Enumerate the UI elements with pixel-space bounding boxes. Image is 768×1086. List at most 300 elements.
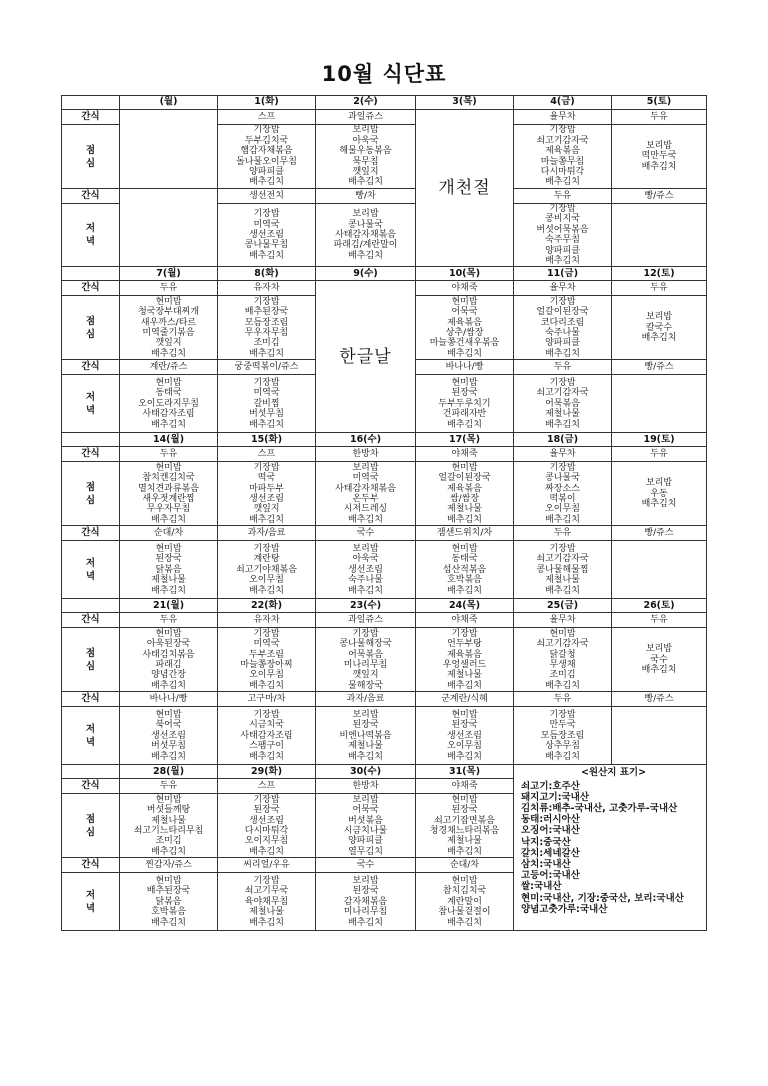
dinner-label: [62, 541, 120, 599]
snack-cell: 잼샌드위치/차: [416, 526, 514, 541]
menu-item: 짜장소스: [545, 483, 580, 494]
corner-cell: [62, 599, 120, 613]
menu-item: 현미밥: [155, 875, 182, 886]
day-header: 7(월): [120, 267, 218, 281]
origin-line: 현미:국내산, 기장:중국산, 보리:국내산: [521, 892, 684, 904]
snack-cell: 국수: [316, 526, 416, 541]
snack-cell: 빵/쥬스: [612, 360, 707, 375]
dinner-label-char: 저: [85, 223, 96, 235]
menu-item: 콩나물국: [348, 219, 383, 230]
day-header: (월): [120, 96, 218, 110]
menu-item: 버섯무침: [249, 409, 284, 420]
menu-item: 생선조림: [249, 493, 284, 504]
day-header: 11(금): [514, 267, 612, 281]
menu-item: 현미밥: [451, 543, 478, 554]
menu-item: 현미밥: [451, 377, 478, 388]
menu-item: 다시마튀각: [540, 166, 585, 177]
snack-label: 간식: [62, 526, 120, 541]
snack-cell: 두유: [612, 110, 707, 125]
menu-item: 아욱된장국: [146, 639, 191, 650]
menu-item: 버섯볶음: [348, 815, 383, 826]
menu-item: 된장국: [451, 805, 478, 816]
dinner-label: [62, 873, 120, 931]
menu-item: 보리밥: [645, 644, 673, 655]
day-header: 29(화): [218, 765, 316, 779]
menu-item: 깻잎지: [352, 670, 379, 681]
menu-item: 배추김치: [348, 751, 383, 762]
lunch-cell: [612, 125, 707, 189]
menu-item: 배추김치: [348, 917, 383, 928]
menu-item: 기장밥: [451, 628, 478, 639]
snack-cell: 과자/음료: [218, 526, 316, 541]
lunch-label-char: 점: [85, 813, 96, 825]
dinner-label-char: 저: [85, 557, 96, 569]
day-header: 16(수): [316, 433, 416, 447]
dinner-cell: [416, 707, 514, 765]
holiday-cell: 개천절: [416, 110, 514, 267]
day-header: 12(토): [612, 267, 707, 281]
menu-item: 미역국: [253, 639, 280, 650]
lunch-label: [62, 462, 120, 526]
menu-item: 배추김치: [249, 177, 284, 188]
menu-item: 기장밥: [253, 628, 280, 639]
snack-cell: 스프: [218, 779, 316, 794]
menu-item: 된장국: [352, 886, 379, 897]
menu-item: 칼국수: [645, 322, 673, 333]
menu-item: 어묵볶음: [545, 398, 580, 409]
menu-item: 스팸구이: [249, 741, 284, 752]
snack-cell: 바나나/빵: [120, 692, 218, 707]
lunch-cell: [120, 794, 218, 858]
menu-item: 현미밥: [451, 794, 478, 805]
menu-item: 기장밥: [549, 462, 576, 473]
menu-item: 양파피클: [545, 338, 580, 349]
dinner-cell: [612, 541, 707, 599]
corner-cell: [62, 433, 120, 447]
menu-item: 두부조림: [249, 649, 284, 660]
snack-cell: 두유: [120, 281, 218, 296]
snack-cell: 순대/차: [416, 858, 514, 873]
menu-item: 숙주나물: [545, 327, 580, 338]
origin-line: 쌀:국내산: [521, 881, 562, 893]
dinner-label-char: 녁: [85, 570, 96, 582]
corner-cell: [62, 765, 120, 779]
menu-item: 기장밥: [253, 709, 280, 720]
snack-cell: 한방차: [316, 779, 416, 794]
menu-item: 쇠고기느타리무침: [133, 825, 204, 836]
menu-item: 무우자무침: [146, 504, 191, 515]
snack-label: 간식: [62, 281, 120, 296]
menu-item: 배추김치: [249, 917, 284, 928]
menu-item: 숙주나물: [348, 575, 383, 586]
dinner-cell: [416, 873, 514, 931]
snack-cell: 한방차: [316, 447, 416, 462]
snack-cell: 야채죽: [416, 447, 514, 462]
lunch-cell: [416, 296, 514, 360]
menu-item: 배추김치: [249, 348, 284, 359]
menu-item: 기장밥: [253, 543, 280, 554]
dinner-cell: [612, 375, 707, 433]
menu-item: 배추김치: [447, 917, 482, 928]
menu-item: 생선조림: [151, 730, 186, 741]
menu-item: 미역줄기볶음: [142, 327, 195, 338]
origin-line: 고등어:국내산: [521, 870, 580, 882]
dinner-cell: [120, 375, 218, 433]
menu-item: 생선조림: [249, 815, 284, 826]
menu-item: 제철나물: [348, 741, 383, 752]
lunch-label-char: 심: [85, 660, 96, 672]
menu-item: 배추김치: [545, 514, 580, 525]
lunch-cell: [514, 296, 612, 360]
menu-item: 배추김치: [249, 846, 284, 857]
menu-item: 배추김치: [348, 250, 383, 261]
snack-cell: 두유: [120, 447, 218, 462]
day-header: 24(목): [416, 599, 514, 613]
menu-item: 기장밥: [549, 125, 576, 136]
snack-cell: 스프: [218, 110, 316, 125]
lunch-cell: [316, 125, 416, 189]
lunch-cell: [120, 296, 218, 360]
menu-item: 떡국: [257, 473, 276, 484]
menu-item: 배추김치: [249, 680, 284, 691]
menu-item: 동태국: [155, 388, 182, 399]
snack-label: 간식: [62, 447, 120, 462]
menu-item: 생선조림: [447, 730, 482, 741]
corner-cell: [62, 267, 120, 281]
menu-item: 기장밥: [253, 794, 280, 805]
menu-item: 기장밥: [253, 462, 280, 473]
day-header: 8(화): [218, 267, 316, 281]
dinner-label: [62, 204, 120, 267]
lunch-cell: [514, 628, 612, 692]
menu-item: 깻잎지: [352, 166, 379, 177]
menu-item: 버섯무침: [151, 741, 186, 752]
menu-item: 기장밥: [549, 296, 576, 307]
menu-item: 배추김치: [249, 419, 284, 430]
menu-item: 만두국: [549, 720, 576, 731]
menu-item: 배추김치: [545, 177, 580, 188]
dinner-label-char: 녁: [85, 404, 96, 416]
menu-item: 쌈/쌈장: [449, 493, 480, 504]
menu-item: 보리밥: [645, 312, 673, 323]
snack-cell: 야채죽: [416, 779, 514, 794]
lunch-cell: [316, 462, 416, 526]
menu-item: 쇠고기감자국: [536, 388, 589, 399]
menu-item: 오이도라지무침: [138, 398, 199, 409]
menu-item: 다시마튀각: [244, 825, 289, 836]
menu-item: 쇠고기잡면볶음: [434, 815, 495, 826]
menu-item: 무우자무침: [244, 327, 289, 338]
lunch-cell: [120, 462, 218, 526]
menu-item: 새우젓계란찜: [142, 493, 195, 504]
lunch-cell: [218, 628, 316, 692]
menu-item: 기장밥: [253, 209, 280, 220]
menu-item: 사태김치볶음: [142, 649, 195, 660]
menu-item: 떡만두국: [641, 151, 677, 162]
lunch-cell: [612, 628, 707, 692]
menu-item: 배추김치: [249, 514, 284, 525]
lunch-label: [62, 794, 120, 858]
menu-item: 기장밥: [253, 377, 280, 388]
menu-item: 쇠고기감자국: [536, 554, 589, 565]
menu-item: 마파두부: [249, 483, 284, 494]
snack-cell: 두유: [612, 281, 707, 296]
origin-line: 낙지:중국산: [521, 836, 571, 848]
dinner-label-char: 녁: [85, 902, 96, 914]
snack-cell: 찐감자/쥬스: [120, 858, 218, 873]
menu-item: 모듬장조림: [244, 317, 289, 328]
dinner-cell: [120, 873, 218, 931]
dinner-cell: [218, 873, 316, 931]
menu-item: 기장밥: [253, 296, 280, 307]
menu-item: 조미김: [253, 338, 280, 349]
dinner-cell: [612, 204, 707, 267]
menu-item: 생선조림: [249, 230, 284, 241]
menu-item: 배추김치: [641, 161, 677, 172]
menu-item: 배추김치: [348, 514, 383, 525]
lunch-cell: [416, 462, 514, 526]
dinner-cell: [218, 204, 316, 267]
menu-item: 계란말이: [447, 896, 482, 907]
menu-item: 미나리무침: [343, 907, 388, 918]
menu-item: 보리밥: [645, 478, 673, 489]
menu-item: 배추김치: [151, 846, 186, 857]
menu-item: 제육볶음: [447, 649, 482, 660]
lunch-cell: [316, 628, 416, 692]
menu-item: 두부두루치기: [438, 398, 491, 409]
menu-item: 배추김치: [348, 585, 383, 596]
menu-item: 코다리조림: [540, 317, 585, 328]
menu-item: 갈비찜: [253, 398, 280, 409]
lunch-cell: [316, 794, 416, 858]
origin-line: 양념고춧가루:국내산: [521, 903, 608, 915]
holiday-cell: 한글날: [316, 281, 416, 433]
menu-item: 돌나물오이무침: [236, 156, 297, 167]
menu-item: 제철나물: [151, 815, 186, 826]
menu-item: 오이무침: [447, 741, 482, 752]
dinner-cell: [514, 204, 612, 267]
snack-cell: 과일쥬스: [316, 613, 416, 628]
day-header: 17(목): [416, 433, 514, 447]
menu-item: 기장밥: [253, 125, 280, 136]
origin-title: <원산지 표기>: [580, 767, 647, 779]
menu-item: 배추김치: [545, 680, 580, 691]
corner-cell: [62, 96, 120, 110]
lunch-label-char: 심: [85, 328, 96, 340]
snack-cell: 두유: [514, 189, 612, 204]
menu-item: 콩나물국: [545, 473, 580, 484]
menu-item: 오이무침: [545, 504, 580, 515]
menu-item: 사태감자채볶음: [335, 483, 396, 494]
menu-item: 양파피클: [249, 166, 284, 177]
day-header: 15(화): [218, 433, 316, 447]
menu-item: 현미밥: [451, 709, 478, 720]
menu-item: 닭볶음: [155, 896, 182, 907]
day-header: 10(목): [416, 267, 514, 281]
snack-cell: 율무차: [514, 613, 612, 628]
menu-item: 배추김치: [151, 585, 186, 596]
menu-item: 상추/쌈장: [445, 327, 484, 338]
snack-cell: 과자/음료: [316, 692, 416, 707]
snack-cell: 빵/쥬스: [612, 189, 707, 204]
dinner-cell: [218, 707, 316, 765]
menu-item: 쇠고기감자국: [536, 639, 589, 650]
menu-item: 된장국: [352, 720, 379, 731]
menu-item: 국수: [650, 654, 668, 665]
day-header: 18(금): [514, 433, 612, 447]
day-header: 9(수): [316, 267, 416, 281]
menu-item: 제육볶음: [545, 146, 580, 157]
menu-item: 열무김치: [348, 846, 383, 857]
menu-item: 배추김치: [348, 177, 383, 188]
lunch-cell: [612, 462, 707, 526]
menu-item: 닭갈청: [549, 649, 576, 660]
menu-item: 우엉샐러드: [442, 659, 487, 670]
dinner-cell: [316, 541, 416, 599]
menu-item: 현미밥: [155, 462, 182, 473]
menu-item: 배추김치: [447, 585, 482, 596]
menu-item: 양파피클: [348, 836, 383, 847]
snack-label: 간식: [62, 858, 120, 873]
snack-label: 간식: [62, 189, 120, 204]
day-header: 19(토): [612, 433, 707, 447]
snack-cell: 빵/쥬스: [612, 526, 707, 541]
menu-item: 보리밥: [352, 709, 379, 720]
menu-item: 사태감자조림: [240, 730, 293, 741]
menu-item: 된장국: [253, 805, 280, 816]
snack-cell: 두유: [514, 692, 612, 707]
menu-item: 호박볶음: [447, 575, 482, 586]
day-header: 23(수): [316, 599, 416, 613]
menu-item: 시금치나물: [343, 825, 388, 836]
snack-cell: 스프: [218, 447, 316, 462]
menu-item: 마늘쫑건새우볶음: [429, 338, 500, 349]
menu-item: 보리밥: [645, 140, 673, 151]
menu-item: 얼갈이된장국: [536, 307, 589, 318]
menu-item: 된장국: [155, 554, 182, 565]
menu-item: 배추김치: [249, 250, 284, 261]
lunch-cell: [514, 125, 612, 189]
dinner-cell: [416, 375, 514, 433]
day-header: 3(목): [416, 96, 514, 110]
dinner-label-char: 저: [85, 889, 96, 901]
menu-item: 배추김치: [641, 499, 677, 510]
snack-cell: 과일쥬스: [316, 110, 416, 125]
lunch-label: [62, 628, 120, 692]
menu-item: 기장밥: [549, 377, 576, 388]
menu-item: 배추김치: [447, 419, 482, 430]
menu-item: 배추김치: [545, 348, 580, 359]
menu-item: 콩나물무침: [244, 240, 289, 251]
menu-item: 보리밥: [352, 794, 379, 805]
day-header: 22(화): [218, 599, 316, 613]
menu-table: [61, 95, 707, 931]
menu-item: 기장밥: [549, 709, 576, 720]
dinner-label-char: 녁: [85, 736, 96, 748]
menu-item: 배추김치: [151, 514, 186, 525]
snack-cell: 두유: [514, 526, 612, 541]
menu-item: 배추김치: [545, 751, 580, 762]
menu-item: 배추된장국: [244, 307, 289, 318]
menu-item: 배추김치: [151, 419, 186, 430]
menu-item: 미역국: [253, 388, 280, 399]
snack-cell: 두유: [120, 613, 218, 628]
lunch-cell: [120, 628, 218, 692]
menu-item: 된장국: [451, 720, 478, 731]
menu-item: 현미밥: [549, 628, 576, 639]
menu-item: 기장밥: [549, 204, 576, 214]
origin-line: 갈치:세네갈산: [521, 847, 580, 859]
menu-item: 제철나물: [249, 907, 284, 918]
menu-item: 배추김치: [641, 665, 677, 676]
snack-cell: 두유: [514, 360, 612, 375]
snack-cell: 빵/차: [316, 189, 416, 204]
day-header: 2(수): [316, 96, 416, 110]
menu-item: 현미밥: [155, 794, 182, 805]
menu-item: 청경채느타리볶음: [429, 825, 500, 836]
empty-cell: [120, 110, 218, 189]
menu-item: 제철나물: [447, 670, 482, 681]
dinner-label: [62, 707, 120, 765]
lunch-cell: [416, 794, 514, 858]
day-header: 4(금): [514, 96, 612, 110]
dinner-label-char: 저: [85, 391, 96, 403]
lunch-cell: [218, 125, 316, 189]
menu-item: 배추김치: [447, 680, 482, 691]
snack-cell: 고구마/차: [218, 692, 316, 707]
menu-item: 마늘쫑장아찌: [240, 659, 293, 670]
menu-item: 언두부탕: [447, 639, 482, 650]
snack-cell: 국수: [316, 858, 416, 873]
dinner-label-char: 녁: [85, 236, 96, 248]
menu-item: 현미밥: [155, 628, 182, 639]
lunch-label-char: 심: [85, 494, 96, 506]
snack-cell: 율무차: [514, 281, 612, 296]
dinner-cell: [612, 707, 707, 765]
menu-item: 쇠고기감자국: [536, 135, 589, 146]
lunch-label-char: 심: [85, 157, 96, 169]
menu-item: 현미밥: [451, 462, 478, 473]
snack-cell: 생선전치: [218, 189, 316, 204]
snack-label: 간식: [62, 613, 120, 628]
day-header: 31(목): [416, 765, 514, 779]
menu-item: 콩비지국: [545, 214, 580, 225]
snack-cell: 씨리얼/우유: [218, 858, 316, 873]
snack-cell: 순대/차: [120, 526, 218, 541]
menu-item: 보리밥: [352, 209, 379, 220]
menu-item: 무생채: [549, 659, 576, 670]
snack-cell: 군계란/식혜: [416, 692, 514, 707]
page-title: 10월 식단표: [321, 62, 447, 86]
menu-item: 된장국: [451, 388, 478, 399]
menu-item: 우동: [650, 488, 668, 499]
menu-item: 파래김/계란말이: [333, 240, 398, 251]
menu-item: 참치캔김치국: [142, 473, 195, 484]
menu-item: 배추김치: [545, 585, 580, 596]
lunch-cell: [612, 296, 707, 360]
lunch-cell: [514, 462, 612, 526]
lunch-cell: [218, 296, 316, 360]
menu-item: 시저드레싱: [343, 504, 388, 515]
menu-item: 배추김치: [151, 751, 186, 762]
menu-item: 오이지무침: [244, 836, 289, 847]
snack-label: 간식: [62, 779, 120, 794]
menu-item: 아욱국: [352, 554, 379, 565]
dinner-cell: [120, 707, 218, 765]
menu-item: 배추김치: [447, 348, 482, 359]
menu-item: 호박볶음: [151, 907, 186, 918]
menu-item: 미나리무침: [343, 659, 388, 670]
